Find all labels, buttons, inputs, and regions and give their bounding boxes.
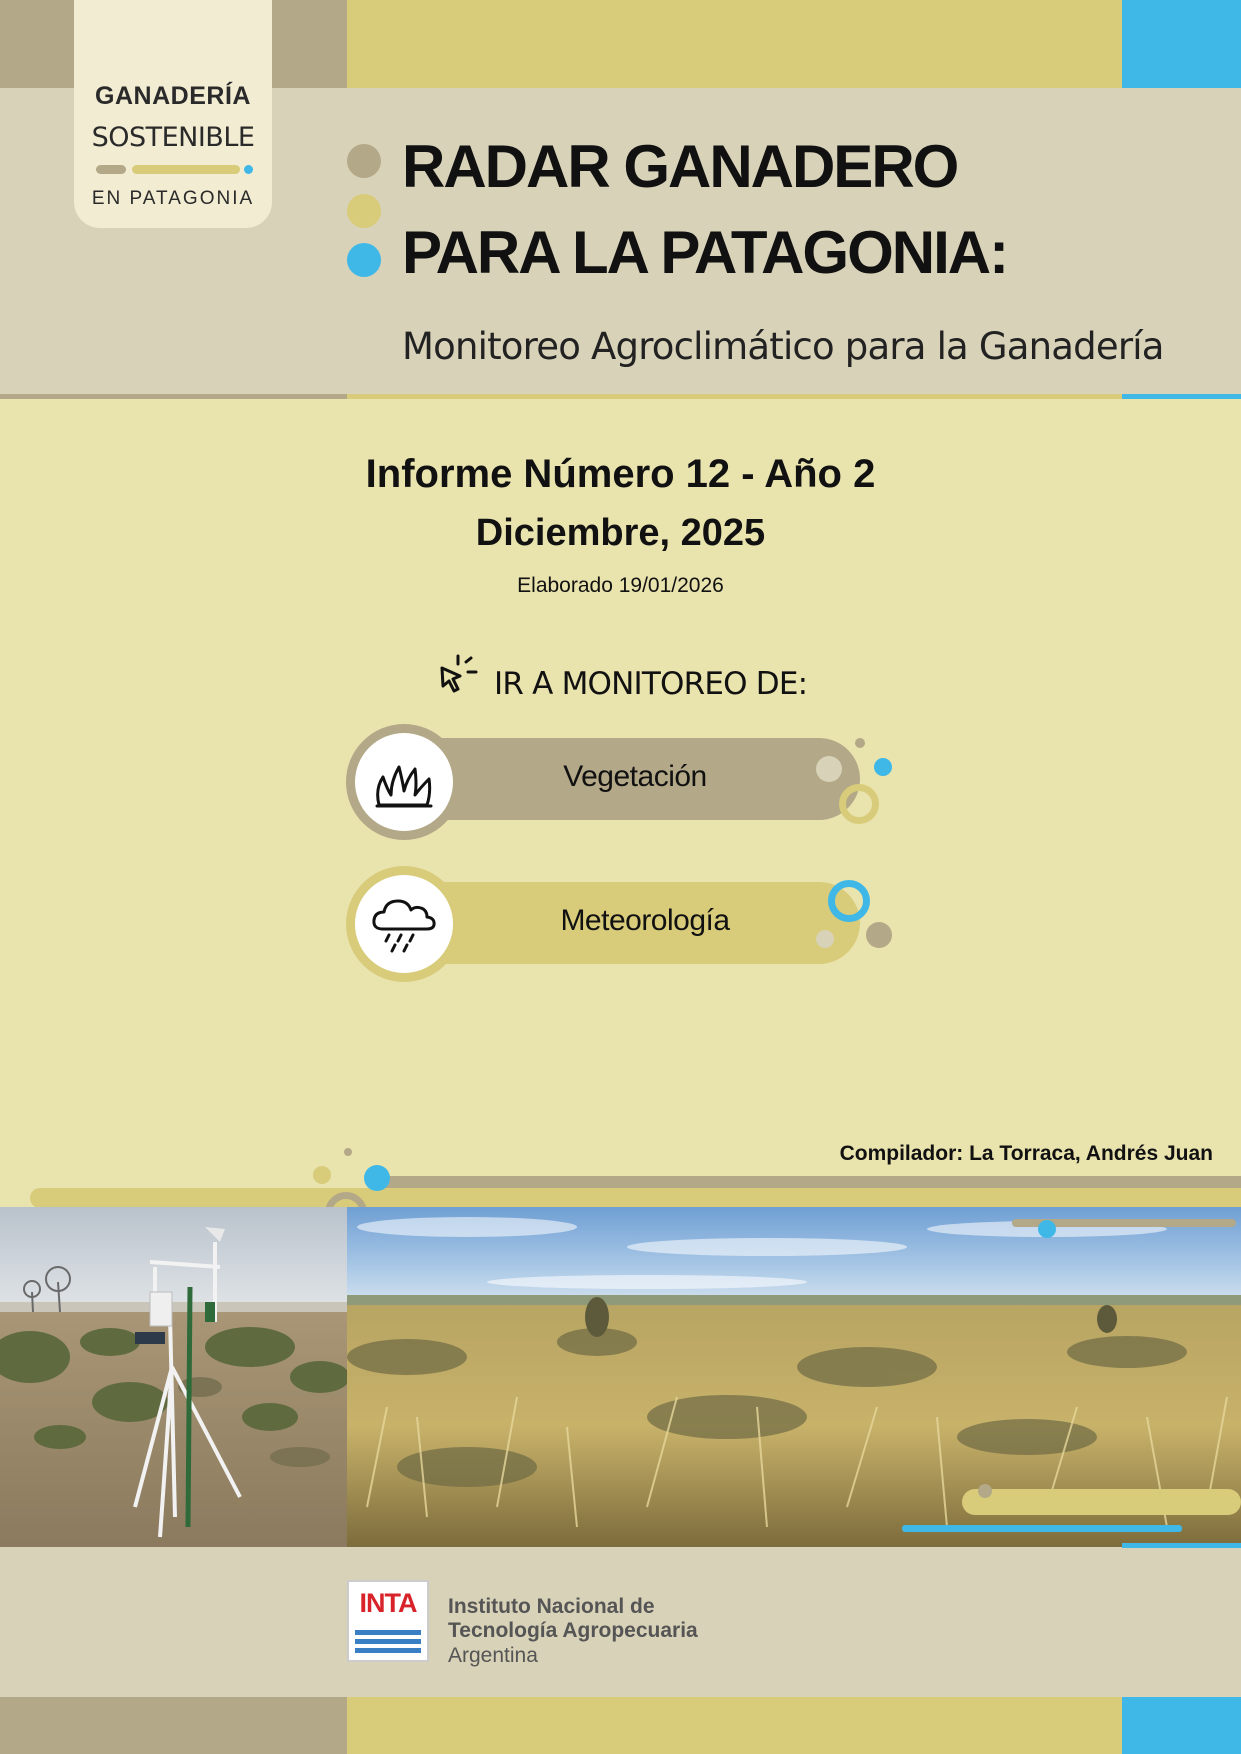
report-number xyxy=(0,452,1241,497)
bottom-strip-mustard xyxy=(347,1697,1122,1754)
brand-line-3: EN PATAGONIA xyxy=(91,188,255,209)
bottom-strip-beige xyxy=(0,1697,347,1754)
report-prepared-date xyxy=(0,574,1241,598)
meteorology-icon-circle[interactable] xyxy=(355,875,453,973)
inta-logo-bar xyxy=(355,1648,421,1653)
weather-station-photo xyxy=(0,1207,347,1547)
report-date xyxy=(0,512,1241,555)
institution-line-3: Argentina xyxy=(448,1644,538,1667)
institution-line-1: Instituto Nacional de xyxy=(448,1595,655,1618)
grass-icon xyxy=(355,733,453,831)
report-date-text: Diciembre, 2025 xyxy=(475,512,766,554)
top-strip-blue xyxy=(1122,0,1241,88)
header-divider xyxy=(347,394,1122,399)
brand-line-2: SOSTENIBLE xyxy=(91,122,255,153)
deco-ring xyxy=(839,784,879,824)
inta-logo-bar xyxy=(355,1630,421,1635)
bottom-strip-blue xyxy=(1122,1697,1241,1754)
deco-dot xyxy=(816,756,842,782)
institution-line-2: Tecnología Agropecuaria xyxy=(448,1619,698,1642)
brand-line-1: GANADERÍA xyxy=(95,82,251,110)
brand-dot xyxy=(244,165,253,174)
inta-logo-text: INTA xyxy=(359,1588,417,1618)
deco-line xyxy=(380,1176,1241,1188)
title-dot xyxy=(347,144,381,178)
header-divider xyxy=(1122,394,1241,399)
vegetation-button-label[interactable]: Vegetación xyxy=(563,760,707,793)
deco-dot xyxy=(816,930,834,948)
rain-cloud-icon xyxy=(355,875,453,973)
top-strip-mustard xyxy=(347,0,1122,88)
brand-bar xyxy=(132,165,240,174)
report-number-text: Informe Número 12 - Año 2 xyxy=(365,452,876,496)
footer-accent-line xyxy=(1122,1543,1241,1548)
deco-dot xyxy=(344,1148,352,1156)
inta-logo-bar xyxy=(355,1639,421,1644)
monitoring-nav-label: IR A MONITOREO DE: xyxy=(494,666,808,702)
deco-line xyxy=(30,1188,1241,1208)
deco-dot xyxy=(313,1166,331,1184)
title-dot xyxy=(347,194,381,228)
report-prepared-text: Elaborado 19/01/2026 xyxy=(517,574,724,597)
inta-logo xyxy=(347,1580,429,1662)
pointer-click-icon xyxy=(436,654,484,700)
grassland-photo xyxy=(347,1207,1241,1547)
header-divider xyxy=(0,394,347,399)
brand-logo xyxy=(74,0,272,228)
compiler-credit: Compilador: La Torraca, Andrés Juan xyxy=(839,1142,1213,1165)
page-subtitle: Monitoreo Agroclimático para la Ganadería xyxy=(402,325,1164,368)
deco-dot xyxy=(866,922,892,948)
brand-bar xyxy=(96,165,126,174)
deco-dot xyxy=(855,738,865,748)
meteorology-button-label[interactable]: Meteorología xyxy=(560,904,730,937)
deco-dot xyxy=(874,758,892,776)
vegetation-icon-circle[interactable] xyxy=(355,733,453,831)
page-title-line-2: PARA LA PATAGONIA: xyxy=(402,219,1008,286)
deco-dot xyxy=(364,1165,390,1191)
title-dot xyxy=(347,243,381,277)
deco-ring xyxy=(828,880,870,922)
page-title-line-1: RADAR GANADERO xyxy=(402,133,958,200)
